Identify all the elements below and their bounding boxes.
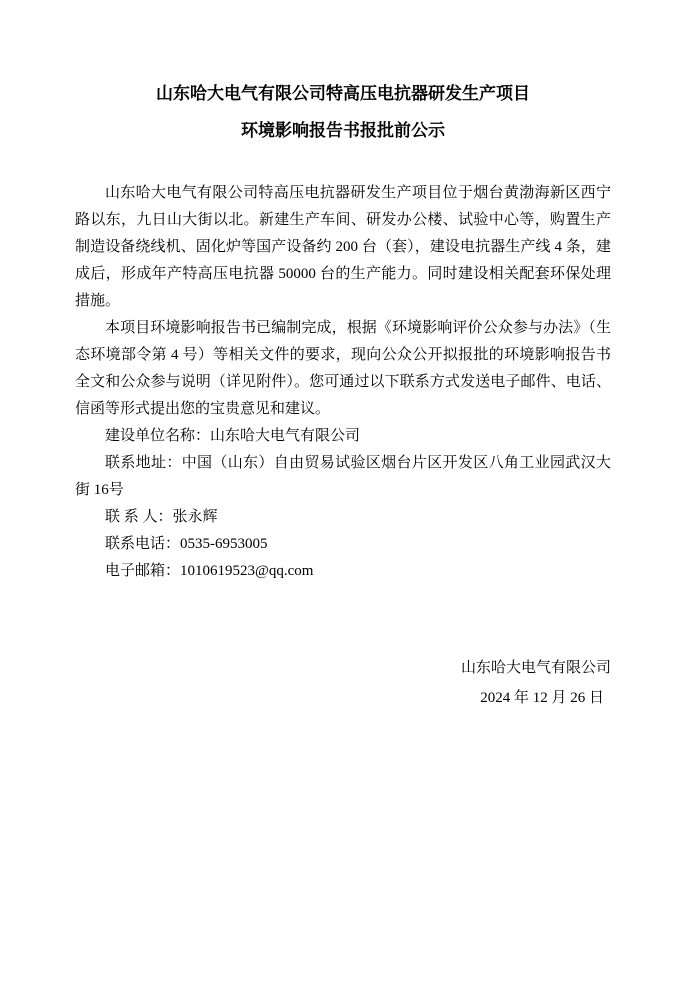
document-title-line1: 山东哈大电气有限公司特高压电抗器研发生产项目 [156,84,530,103]
signature-company: 山东哈大电气有限公司 [460,660,611,676]
contact-row-phone [75,531,611,558]
contact-address-label: 联系地址： [105,455,182,471]
contact-email-label: 电子邮箱： [105,563,181,579]
contact-unit-value: 山东哈大电气有限公司 [210,428,361,444]
contact-row-person [75,504,611,531]
contact-person-label: 联 系 人： [105,509,173,525]
contact-phone-value: 0535-6953005 [180,536,268,552]
contact-row-unit [75,423,611,450]
contact-phone-label: 联系电话： [105,536,181,552]
paragraph-project-overview: 山东哈大电气有限公司特高压电抗器研发生产项目位于烟台黄渤海新区西宁路以东，九日山大街以北。新建生产车间、研发办公楼、试验中心等，购置生产制造设备绕线机、固化炉等国产设备约 200 台（套），建设电抗器生产线 4 条，建成后，形成年产特高压电抗器 50000 台的生产能力。同时建设相关配套环保处理措施。 [75,185,611,309]
document-body [75,180,611,713]
contact-person-value: 张永辉 [172,509,218,525]
contact-row-address [75,450,611,504]
contact-email-value: 1010619523@qq.com [180,563,314,579]
document-title-line2: 环境影响报告书报批前公示 [241,121,445,140]
contact-row-email [75,558,611,585]
signature-date: 2024 年 12 月 26 日 [480,690,604,706]
contact-unit-label: 建设单位名称： [105,428,211,444]
paragraph-public-notice: 本项目环境影响报告书已编制完成，根据《环境影响评价公众参与办法》（生态环境部令第 4 号）等相关文件的要求，现向公众公开拟报批的环境影响报告书全文和公众参与说明（详见附件）。您可通过以下联系方式发送电子邮件、电话、信函等形式提出您的宝贵意见和建议。 [75,320,611,417]
document-content [75,80,611,713]
contact-address-value: 中国（山东）自由贸易试验区烟台片区开发区八角工业园武汉大街 16号 [75,455,611,498]
signature-block [75,653,611,713]
